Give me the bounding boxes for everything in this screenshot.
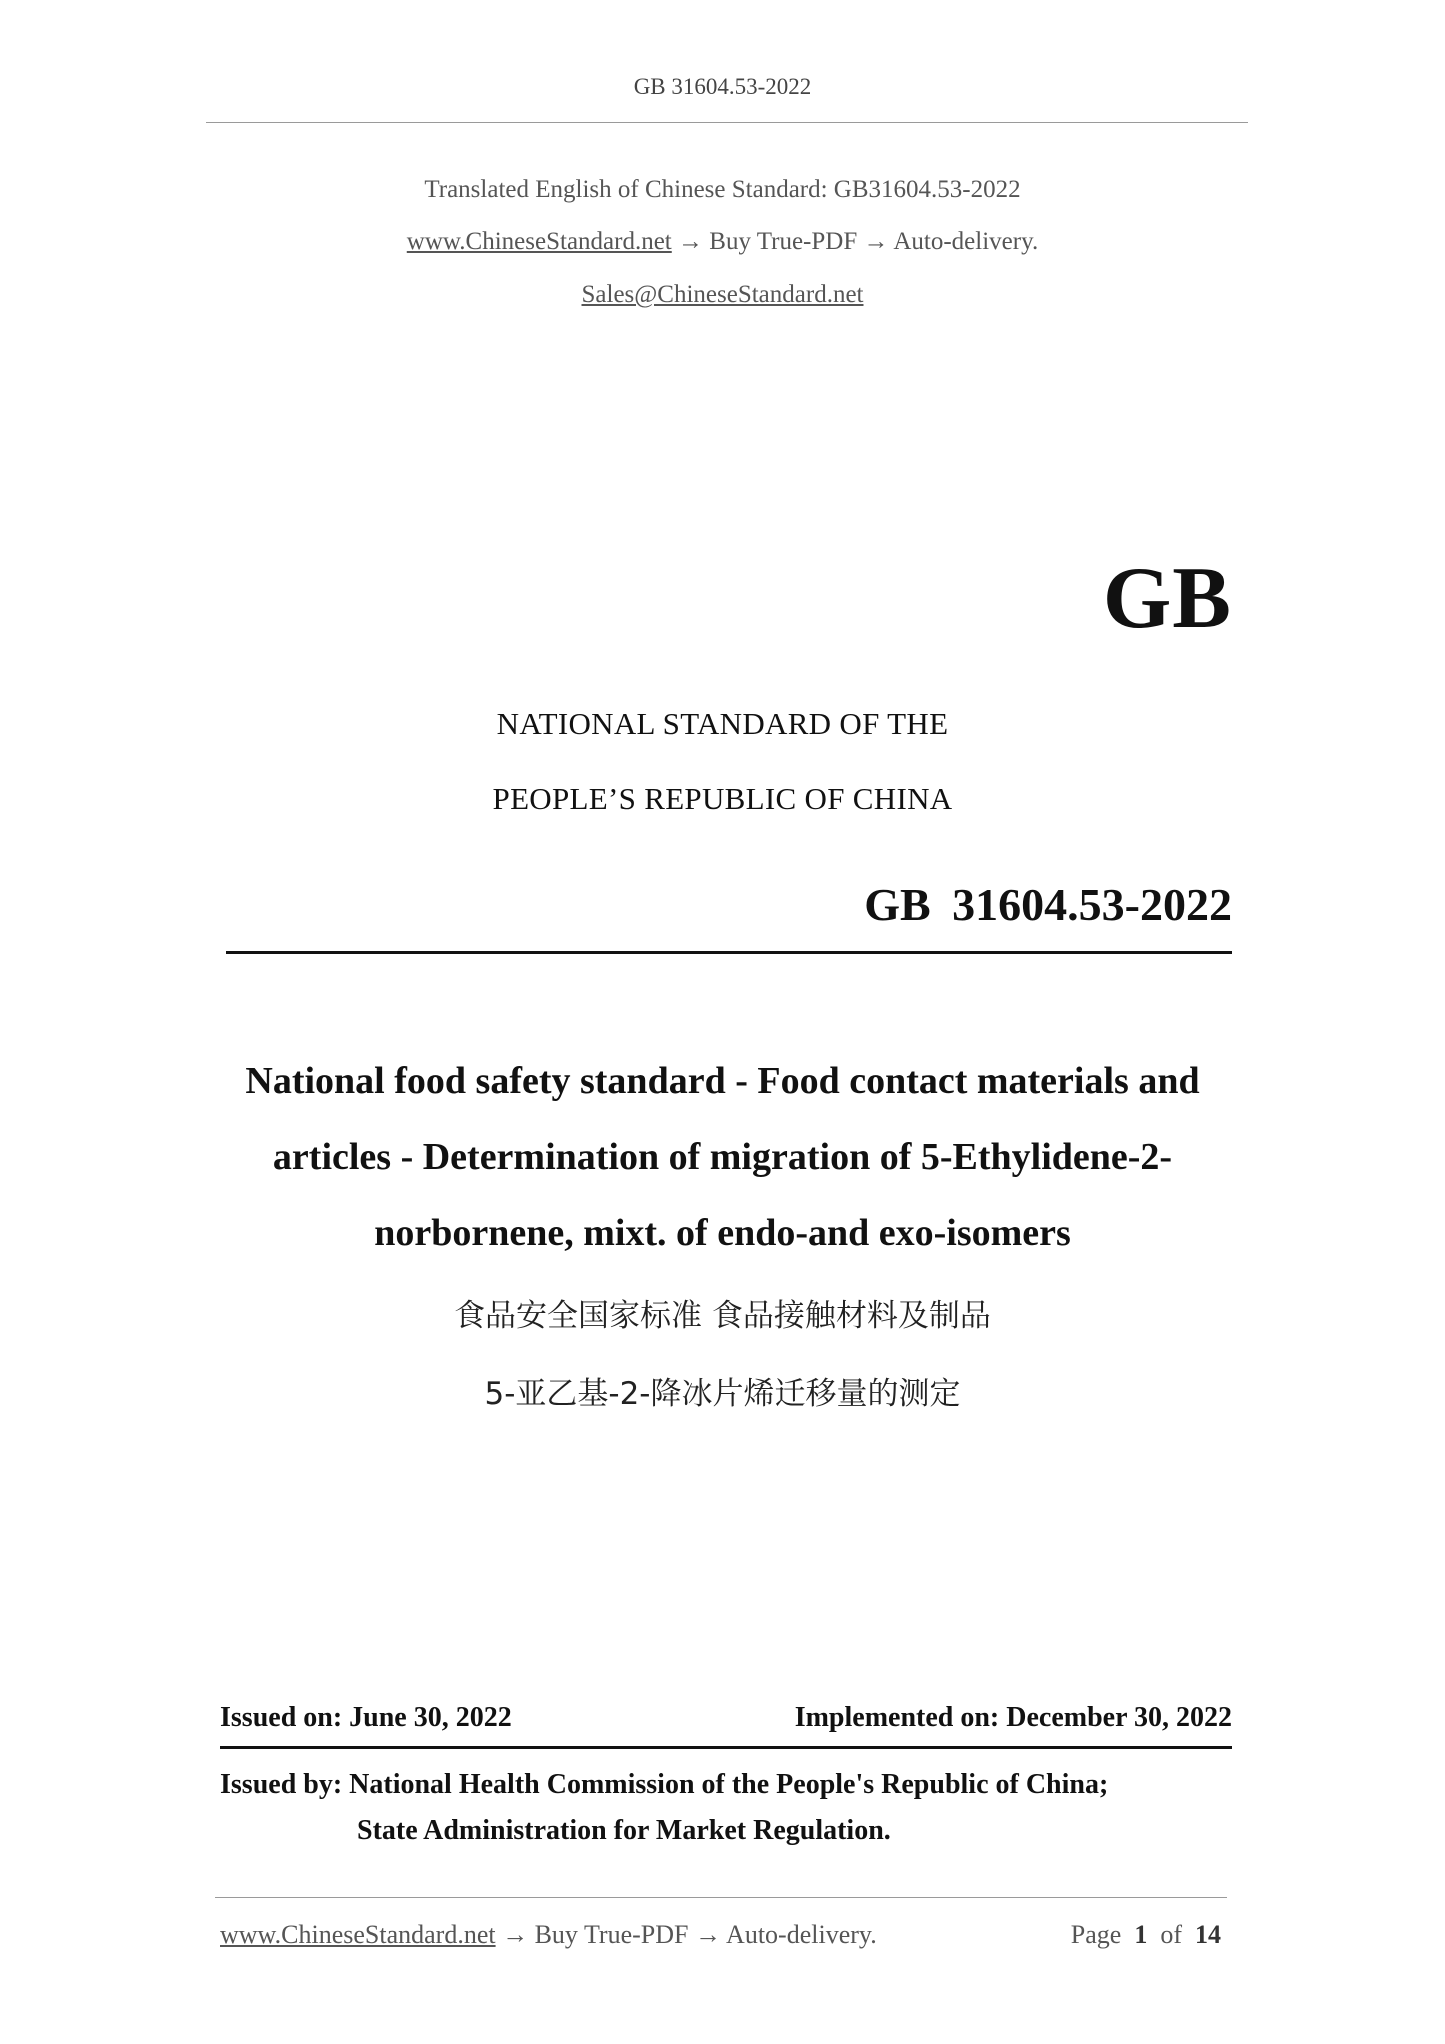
website-link[interactable]: www.ChineseStandard.net [406,228,672,255]
sales-email-link[interactable]: Sales@ChineseStandard.net [581,281,864,308]
english-title-line-1: National food safety standard - Food contact materials and [245,1060,1200,1102]
standard-number: GB 31604.53-2022 [864,879,1232,930]
dates-row [220,1702,1232,1734]
implemented-on-date: Implemented on: December 30, 2022 [794,1702,1232,1733]
footer-buy-text: → Buy True-PDF → Auto-delivery. [502,1920,877,1949]
page-indicator [1071,1920,1221,1950]
national-standard-line-2: PEOPLE’S REPUBLIC OF CHINA [492,781,953,816]
page-label: Page [1070,1920,1122,1949]
page-current: 1 [1134,1920,1148,1949]
buy-text: → Buy True-PDF → Auto-delivery. [678,228,1039,255]
issuing-authorities [220,1762,1108,1854]
dates-divider [220,1746,1232,1749]
footer-website-link[interactable]: www.ChineseStandard.net [220,1920,496,1949]
national-standard-line-1: NATIONAL STANDARD OF THE [496,706,949,741]
running-header: GB 31604.53-2022 [633,74,812,99]
footer-divider [215,1897,1227,1898]
english-title-line-3: norbornene, mixt. of endo-and exo-isomers [374,1212,1071,1254]
translation-note: Translated English of Chinese Standard: GB31604.53-2022 [424,176,1021,203]
chinese-title-line-1: 食品安全国家标准 食品接触材料及制品 [454,1298,991,1334]
issuer-line-2: State Administration for Market Regulation. [357,1815,891,1846]
english-title-line-2: articles - Determination of migration of 5-Ethylidene-2- [272,1136,1173,1178]
footer-purchase-line [220,1920,877,1950]
title-divider [226,951,1232,954]
page-total: 14 [1195,1920,1221,1949]
purchase-line [0,228,1445,256]
header-divider [206,122,1248,123]
page-of-label: of [1160,1920,1182,1949]
issuer-line-1: Issued by: National Health Commission of the People's Republic of China; [220,1769,1109,1800]
issued-on-date: Issued on: June 30, 2022 [220,1702,512,1733]
email-line [0,281,1445,309]
chinese-title-line-2: 5-亚乙基-2-降冰片烯迁移量的测定 [484,1376,961,1412]
gb-logo: GB [1102,550,1232,647]
